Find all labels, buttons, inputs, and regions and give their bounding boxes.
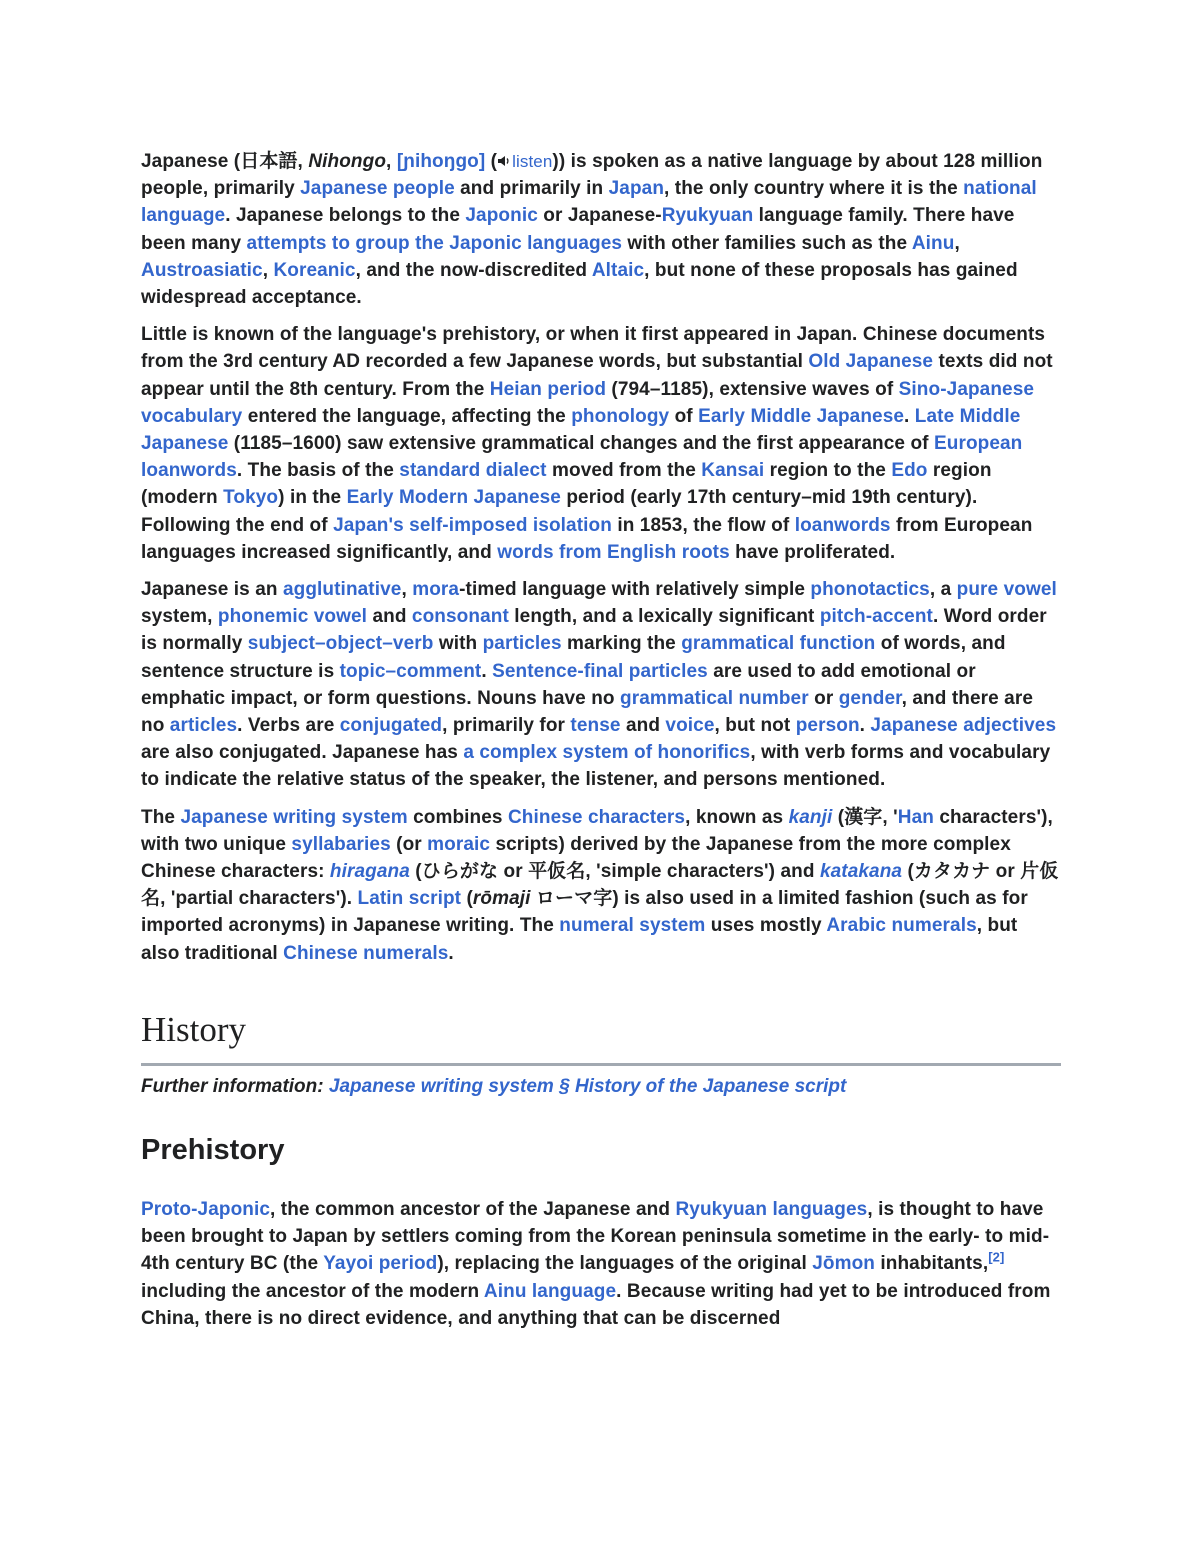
text-run: language family. There have been many [141,205,1015,254]
text-run: are also conjugated. Japanese has [141,742,464,764]
link-tokyo[interactable]: Tokyo [223,487,279,509]
listen-audio-link[interactable] [497,151,552,172]
link-moraic[interactable]: moraic [427,833,491,855]
text-run: Japanese is an [141,579,283,601]
text-run: with other families such as the [622,232,912,254]
article-body [141,148,1061,1342]
intro-paragraph-1 [141,148,1061,311]
link-j-mon[interactable]: Jōmon [812,1253,876,1275]
link-national-language[interactable]: national language [141,178,1037,227]
text-run: length, and a lexically significant [508,606,820,628]
text-run: region (modern [141,460,992,509]
link-particles[interactable]: particles [482,633,562,655]
link-japan[interactable]: Japan [608,178,665,200]
link-grammatical-function[interactable]: grammatical function [681,633,876,655]
text-run: have proliferated. [729,541,896,563]
text-run: , primarily for [442,715,571,737]
link-chinese-characters[interactable]: Chinese characters [507,806,686,828]
text-run: -timed language with relatively simple [459,579,811,601]
link-ainu[interactable]: Ainu [911,232,955,254]
text-run: , a [929,579,957,601]
link-heian-period[interactable]: Heian period [489,378,607,400]
link-standard-dialect[interactable]: standard dialect [399,460,547,482]
text-run: . Because writing had yet to be introduced from China, there is no direct evidence, and anything that can be discerned [141,1280,1051,1329]
text-run: (1185–1600) saw extensive grammatical changes and the first appearance of [228,433,934,455]
link-arabic-numerals[interactable]: Arabic numerals [826,915,977,937]
link-agglutinative[interactable]: agglutinative [282,579,402,601]
text-run: of [669,405,699,427]
text-run: . [904,405,915,427]
text-run: marking the [561,633,682,655]
link-chinese-numerals[interactable]: Chinese numerals [283,942,449,964]
link-koreanic[interactable]: Koreanic [273,259,356,281]
link-articles[interactable]: articles [169,715,238,737]
citation-link[interactable]: [2] [988,1249,1005,1265]
text-run: , and the now-discredited [355,259,592,281]
text-run: ローマ字) is also used in a limited fashion (such as for imported acronyms) in Japanese writing. The [141,888,1028,937]
link-proto-japonic[interactable]: Proto-Japonic [141,1198,271,1220]
link-consonant[interactable]: consonant [411,606,509,628]
text-run: characters'), with two unique [141,806,1053,855]
link-austroasiatic[interactable]: Austroasiatic [141,259,263,281]
text-run: uses mostly [705,915,827,937]
text-run: in 1853, the flow of [611,514,795,536]
link-ainu-language[interactable]: Ainu language [483,1280,617,1302]
link-european-loanwords[interactable]: European loanwords [141,433,1023,482]
prehistory-section [141,1196,1061,1332]
text-run: , and there are no [141,687,1033,737]
link-tense[interactable]: tense [570,715,621,737]
text-run: combines [407,806,508,828]
link-japanese-people[interactable]: Japanese people [300,178,455,200]
text-run: , [386,151,397,172]
text-run: . The basis of the [236,460,400,482]
text-run: , [401,579,413,601]
link-pitch-accent[interactable]: pitch-accent [819,606,933,628]
text-run: or Japanese- [537,205,662,227]
text-run: . Word order is normally [141,606,1047,655]
link-sentence-final-particles[interactable]: Sentence-final particles [492,660,708,682]
intro-paragraph-2 [141,321,1061,566]
text-run: system, [141,606,218,628]
speaker-icon [497,154,511,168]
text-run: , the only country where it is the [664,178,964,200]
text-run: from European languages increased significantly, and [141,514,1033,563]
text-run: , but none of these proposals has gained widespread acceptance. [141,259,1018,309]
intro-paragraph-4 [141,804,1061,967]
text-run: (ひらがな or 平仮名, 'simple characters') and [409,861,820,883]
text-run: , is thought to have been brought to Japan by settlers coming from the Korean peninsula sometime in the early- to mid-4th century BC (the [141,1198,1050,1275]
link-ryukyuan[interactable]: Ryukyuan [661,205,754,227]
text-run: including the ancestor of the modern [141,1280,484,1302]
link-kanji[interactable]: kanji [788,806,833,828]
link-voice[interactable]: voice [665,715,715,737]
text-run: , but also traditional [141,915,1018,964]
text-run: ( [461,888,473,910]
text-run: moved from the [546,460,702,482]
text-run: , known as [685,806,789,828]
hatnote-link[interactable]: Japanese writing system § History of the Japanese script [328,1075,847,1097]
link-kansai[interactable]: Kansai [701,460,765,482]
text-run: period (early 17th century–mid 19th century). Following the end of [141,487,978,536]
link-phonotactics[interactable]: phonotactics [810,579,930,601]
link-japanese-adjectives[interactable]: Japanese adjectives [870,715,1057,737]
text-run: Little is known of the language's prehistory, or when it first appeared in Japan. Chinese documents from the 3rd century AD recorded a few Japanese words, but substantial [141,324,1046,373]
link-syllabaries[interactable]: syllabaries [291,833,391,855]
text-run: Nihongo [308,151,387,172]
link-mora[interactable]: mora [412,579,460,601]
text-run: (漢字, ' [832,806,898,828]
link-attempts-to-group-the-japonic-languages[interactable]: attempts to group the Japonic languages [246,232,623,254]
link-hiragana[interactable]: hiragana [329,861,410,883]
link-early-modern-japanese[interactable]: Early Modern Japanese [346,487,561,509]
text-run: The [141,806,181,828]
text-run: . Japanese belongs to the [225,205,466,227]
text-run: or [808,687,839,709]
text-run: , but not [714,715,796,737]
text-run: with [433,633,483,655]
history-heading: History [141,1007,1061,1066]
link-japan-s-self-imposed-isolation[interactable]: Japan's self-imposed isolation [333,514,612,536]
text-run: ) in the [278,487,347,509]
text-run: and [367,606,412,628]
text-run: , with verb forms and vocabulary to indicate the relative status of the speaker, the listener, and persons mentioned. [141,742,1051,791]
hatnote-prefix: Further information: [141,1075,329,1097]
text-run: region to the [764,460,892,482]
listen-label: listen [512,152,553,171]
link-late-middle-japanese[interactable]: Late Middle Japanese [141,405,1021,455]
link-japanese-writing-system[interactable]: Japanese writing system [180,806,408,828]
text-run: , [297,151,309,172]
text-run: (or [390,833,428,855]
link-topic-comment[interactable]: topic–comment [339,660,482,682]
prehistory-paragraph [141,1196,1061,1332]
text-run: . [448,942,454,964]
link-gender[interactable]: gender [838,687,902,709]
link-ryukyuan-languages[interactable]: Ryukyuan languages [675,1198,868,1220]
text-run: 日本語 [240,151,298,172]
text-run: texts did not appear until the 8th century. From the [141,351,1053,400]
link-old-japanese[interactable]: Old Japanese [808,351,934,373]
text-run: , [262,259,274,281]
citation-ref [988,1250,1004,1265]
intro-paragraph-3 [141,576,1061,794]
intro-section [141,148,1061,967]
link-early-middle-japanese[interactable]: Early Middle Japanese [698,405,905,427]
text-run: of words, and sentence structure is [141,633,1006,682]
history-hatnote [141,1072,1061,1102]
link-japonic[interactable]: Japonic [465,205,538,227]
text-run: ), replacing the languages of the original [437,1253,813,1275]
text-run: (カタカナ or 片仮名, 'partial characters'). [141,861,1059,910]
link-loanwords[interactable]: loanwords [794,514,891,536]
link-sino-japanese-vocabulary[interactable]: Sino-Japanese vocabulary [141,378,1035,427]
text-run: , the common ancestor of the Japanese and [270,1198,676,1220]
text-run: rōmaji [472,888,531,910]
text-run: entered the language, affecting the [242,405,572,427]
link-phonology[interactable]: phonology [571,405,670,427]
text-run: and [620,715,666,737]
text-run: (794–1185), extensive waves of [606,378,899,400]
link-words-from-english-roots[interactable]: words from English roots [497,541,730,563]
link-latin-script[interactable]: Latin script [357,888,462,910]
link-yayoi-period[interactable]: Yayoi period [323,1253,438,1275]
link-numeral-system[interactable]: numeral system [559,915,706,937]
text-run: )) is spoken as a native language by about 128 million people, primarily [141,151,1043,200]
link-phonemic-vowel[interactable]: phonemic vowel [217,606,368,628]
text-run: . [481,660,493,682]
text-run: ( [485,151,498,172]
text-run: . [859,715,871,737]
link-pure-vowel[interactable]: pure vowel [956,579,1057,601]
text-run: , [954,232,960,254]
link-katakana[interactable]: katakana [819,861,903,883]
text-run: Japanese ( [141,151,241,172]
link-han[interactable]: Han [897,806,934,828]
link-conjugated[interactable]: conjugated [339,715,443,737]
text-run: are used to add emotional or emphatic impact, or form questions. Nouns have no [141,660,976,709]
link-subject-object-verb[interactable]: subject–object–verb [247,633,434,655]
text-run: scripts) derived by the Japanese from the more complex Chinese characters: [141,833,1011,883]
prehistory-heading: Prehistory [141,1133,285,1166]
text-run: inhabitants, [875,1253,989,1275]
text-run: and primarily in [454,178,609,200]
link-person[interactable]: person [795,715,860,737]
link-altaic[interactable]: Altaic [591,259,645,281]
link-edo[interactable]: Edo [891,460,928,482]
text-run: . Verbs are [237,715,340,737]
link-a-complex-system-of-honorifics[interactable]: a complex system of honorifics [463,742,751,764]
link-iho-o[interactable]: [ɲihoŋɡo] [396,151,486,172]
link-grammatical-number[interactable]: grammatical number [620,687,809,709]
